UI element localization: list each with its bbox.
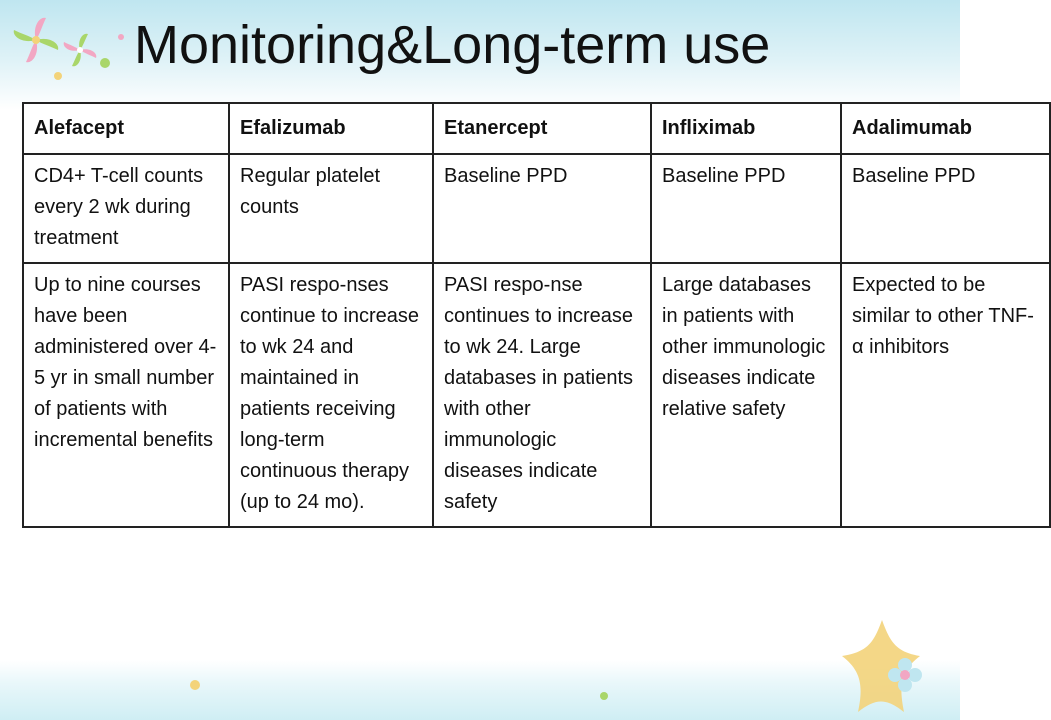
decor-dot bbox=[600, 692, 608, 700]
column-header-infliximab: Infliximab bbox=[651, 103, 841, 154]
table-cell: Large databases in patients with other immunologic diseases indicate relative safety bbox=[651, 263, 841, 527]
table-cell: Baseline PPD bbox=[651, 154, 841, 263]
table-row-long-term-use bbox=[23, 263, 1050, 527]
table-header-row bbox=[23, 103, 1050, 154]
table-cell: Expected to be similar to other TNF-α inhibitors bbox=[841, 263, 1050, 527]
page-title: Monitoring&Long-term use bbox=[134, 15, 771, 75]
flower-icon bbox=[880, 650, 930, 700]
column-header-efalizumab: Efalizumab bbox=[229, 103, 433, 154]
table-cell: PASI respo-nses continue to increase to wk 24 and maintained in patients receiving long-term continuous therapy (up to 24 mo). bbox=[229, 263, 433, 527]
decor-dot bbox=[54, 72, 62, 80]
decor-dot bbox=[190, 680, 200, 690]
pinwheel-icon bbox=[6, 10, 66, 70]
column-header-alefacept: Alefacept bbox=[23, 103, 229, 154]
decor-dot bbox=[100, 58, 110, 68]
table-cell: Up to nine courses have been administered over 4-5 yr in small number of patients with incremental benefits bbox=[23, 263, 229, 527]
table-cell: PASI respo-nse continues to increase to wk 24. Large databases in patients with other immunologic diseases indicate safety bbox=[433, 263, 651, 527]
table-cell: Regular platelet counts bbox=[229, 154, 433, 263]
pinwheel-icon bbox=[58, 28, 102, 72]
column-header-adalimumab: Adalimumab bbox=[841, 103, 1050, 154]
monitoring-table-container bbox=[22, 102, 1034, 528]
table-cell: CD4+ T-cell counts every 2 wk during treatment bbox=[23, 154, 229, 263]
table-cell: Baseline PPD bbox=[433, 154, 651, 263]
column-header-etanercept: Etanercept bbox=[433, 103, 651, 154]
table-cell: Baseline PPD bbox=[841, 154, 1050, 263]
decor-dot bbox=[118, 34, 124, 40]
monitoring-table bbox=[22, 102, 1051, 528]
table-row-monitoring bbox=[23, 154, 1050, 263]
